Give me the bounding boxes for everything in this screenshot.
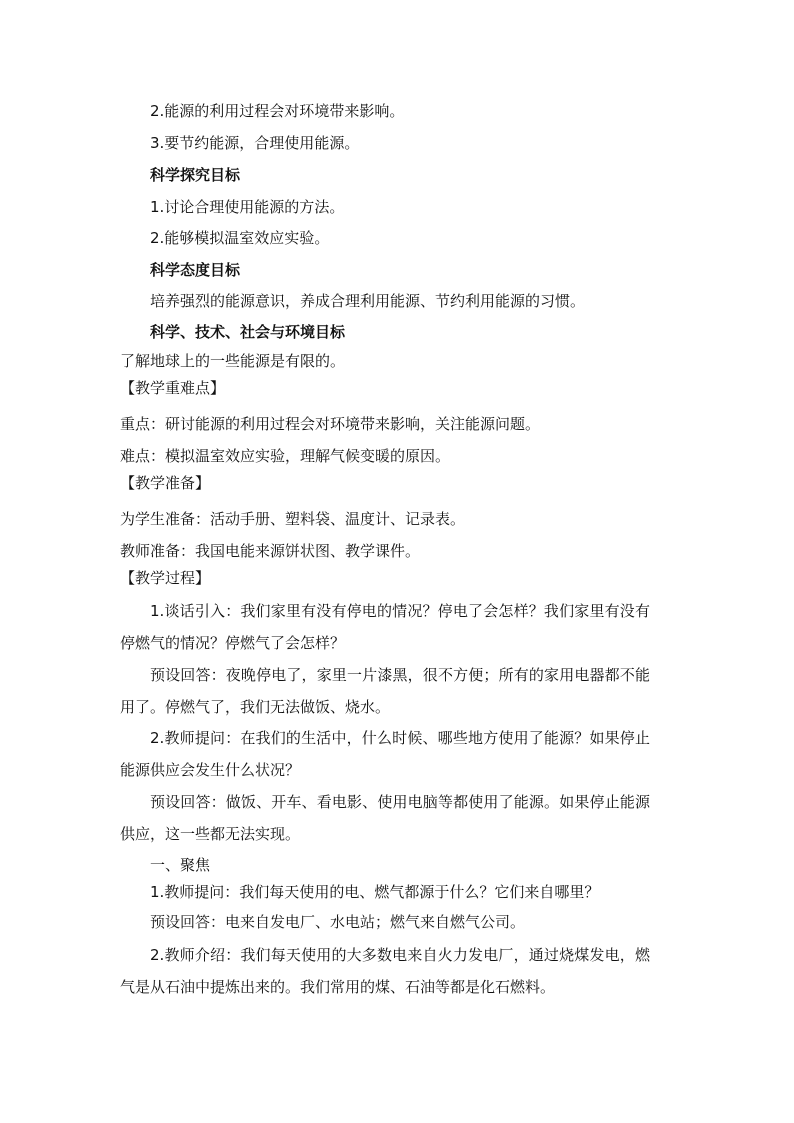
- process-heading: 【教学过程】: [120, 569, 211, 587]
- inquiry-item-1: 1.讨论合理使用能源的方法。: [150, 198, 345, 216]
- key-point-text: 重点：研讨能源的利用过程会对环境带来影响，关注能源问题。: [120, 415, 541, 433]
- attitude-text: 培养强烈的能源意识，养成合理利用能源、节约利用能源的习惯。: [150, 292, 586, 310]
- process-paragraph-1: 1.谈话引入：我们家里有没有停电的情况？停电了会怎样？我们家里有没有停燃气的情况？停燃气了会怎样？: [120, 602, 650, 652]
- teacher-preparation: 教师准备：我国电能来源饼状图、教学课件。: [120, 542, 421, 560]
- process-paragraph-2: 预设回答：夜晚停电了，家里一片漆黑，很不方便；所有的家用电器都不能用了。停燃气了，我们无法做饭、烧水。: [120, 666, 650, 716]
- focus-answer-1: 预设回答：电来自发电厂、水电站；燃气来自燃气公司。: [150, 913, 526, 931]
- process-paragraph-5: 2.教师介绍：我们每天使用的大多数电来自火力发电厂，通过烧煤发电，燃气是从石油中提炼出来的。我们常用的煤、石油等都是化石燃料。: [120, 946, 650, 996]
- objective-item-2: 2.能源的利用过程会对环境带来影响。: [150, 102, 405, 120]
- attitude-heading: 科学态度目标: [150, 261, 241, 279]
- difficult-point-text: 难点：模拟温室效应实验，理解气候变暖的原因。: [120, 447, 451, 465]
- inquiry-item-2: 2.能够模拟温室效应实验。: [150, 229, 330, 247]
- process-paragraph-3: 2.教师提问：在我们的生活中，什么时候、哪些地方使用了能源？如果停止能源供应会发生什么状况？: [120, 729, 650, 779]
- section-focus-heading: 一、聚焦: [150, 856, 211, 874]
- student-preparation: 为学生准备：活动手册、塑料袋、温度计、记录表。: [120, 510, 466, 528]
- focus-question-1: 1.教师提问：我们每天使用的电、燃气都源于什么？它们来自哪里？: [150, 883, 600, 901]
- objective-item-3: 3.要节约能源，合理使用能源。: [150, 134, 360, 152]
- sts-heading: 科学、技术、社会与环境目标: [150, 323, 346, 341]
- key-points-heading: 【教学重难点】: [120, 379, 226, 397]
- preparation-heading: 【教学准备】: [120, 474, 211, 492]
- process-paragraph-4: 预设回答：做饭、开车、看电影、使用电脑等都使用了能源。如果停止能源供应，这一些都无法实现。: [120, 793, 650, 843]
- sts-text: 了解地球上的一些能源是有限的。: [120, 352, 346, 370]
- inquiry-heading: 科学探究目标: [150, 166, 241, 184]
